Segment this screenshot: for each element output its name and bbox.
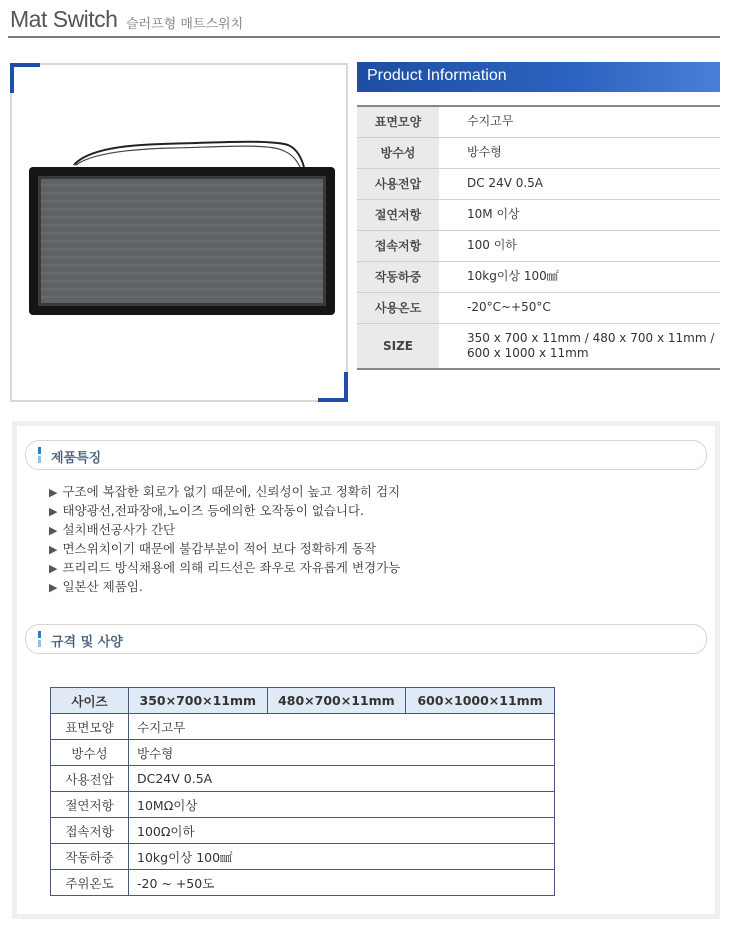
- product-info-row: [357, 199, 720, 230]
- spec-table: [50, 687, 555, 896]
- product-info-key: SIZE: [357, 323, 439, 369]
- page-header: [8, 0, 720, 38]
- feature-item: [49, 558, 400, 577]
- section-marker-icon: [38, 447, 41, 463]
- product-info-row: [357, 106, 720, 137]
- spec-row: [51, 818, 555, 844]
- product-info-row: [357, 292, 720, 323]
- spec-row: [51, 740, 555, 766]
- features-list: [49, 482, 400, 596]
- spec-row: [51, 844, 555, 870]
- spec-value: DC24V 0.5A: [129, 766, 555, 792]
- spec-value: 100Ω이하: [129, 818, 555, 844]
- details-panel: [12, 421, 720, 919]
- mat-switch-photo: [12, 65, 346, 400]
- bullet-arrow-icon: ▶: [49, 543, 58, 556]
- bullet-arrow-icon: ▶: [49, 581, 58, 594]
- spec-value: -20 ~ +50도: [129, 870, 555, 896]
- bullet-arrow-icon: ▶: [49, 486, 58, 499]
- product-info-row: [357, 323, 720, 369]
- product-info-value: 10M 이상: [439, 199, 720, 230]
- spec-row: [51, 766, 555, 792]
- feature-text: 구조에 복잡한 회로가 없기 때문에, 신뢰성이 높고 정확히 검지: [62, 484, 401, 499]
- spec-header-row: [51, 688, 555, 714]
- spec-key: 표면모양: [51, 714, 129, 740]
- product-info-value: 10kg이상 100㎟: [439, 261, 720, 292]
- spec-col-header: 600×1000×11mm: [406, 688, 555, 714]
- product-info-value: -20°C~+50°C: [439, 292, 720, 323]
- product-info-key: 방수성: [357, 137, 439, 168]
- product-info-key: 작동하중: [357, 261, 439, 292]
- spec-value: 수지고무: [129, 714, 555, 740]
- spec-col-header: 사이즈: [51, 688, 129, 714]
- product-info-key: 접속저항: [357, 230, 439, 261]
- spec-key: 방수성: [51, 740, 129, 766]
- product-info-key: 절연저항: [357, 199, 439, 230]
- product-info-value: 수지고무: [439, 106, 720, 137]
- spec-key: 작동하중: [51, 844, 129, 870]
- feature-item: [49, 520, 400, 539]
- product-info-key: 사용온도: [357, 292, 439, 323]
- spec-col-header: 480×700×11mm: [267, 688, 406, 714]
- spec-row: [51, 870, 555, 896]
- page-title: Mat Switch: [10, 6, 118, 32]
- product-info-table: [357, 105, 720, 370]
- bullet-arrow-icon: ▶: [49, 524, 58, 537]
- page-subtitle: 슬러프형 매트스위치: [126, 17, 244, 32]
- spec-value: 10MΩ이상: [129, 792, 555, 818]
- spec-col-header: 350×700×11mm: [129, 688, 268, 714]
- product-photo-frame: [10, 63, 348, 402]
- feature-item: [49, 501, 400, 520]
- section-marker-icon: [38, 631, 41, 647]
- product-info-value: 방수형: [439, 137, 720, 168]
- product-info-row: [357, 230, 720, 261]
- feature-text: 면스위치이기 때문에 불감부분이 적어 보다 정확하게 동작: [62, 541, 377, 556]
- product-info-value: 350 x 700 x 11mm / 480 x 700 x 11mm / 600 x 1000 x 11mm: [439, 323, 720, 369]
- features-section-bar: [25, 440, 707, 470]
- product-info-header: [357, 62, 720, 92]
- product-info-row: [357, 137, 720, 168]
- feature-text: 일본산 제품임.: [62, 579, 143, 594]
- feature-item: [49, 539, 400, 558]
- details-panel-inner: [17, 426, 715, 914]
- feature-item: [49, 482, 400, 501]
- bullet-arrow-icon: ▶: [49, 505, 58, 518]
- product-info-title: Product Information: [367, 67, 507, 84]
- spec-key: 주위온도: [51, 870, 129, 896]
- spec-row: [51, 714, 555, 740]
- feature-text: 태양광선,전파장애,노이즈 등에의한 오작동이 없습니다.: [62, 503, 365, 518]
- product-info-value: 100 이하: [439, 230, 720, 261]
- spec-value: 방수형: [129, 740, 555, 766]
- product-info-row: [357, 261, 720, 292]
- product-info-key: 사용전압: [357, 168, 439, 199]
- spec-key: 사용전압: [51, 766, 129, 792]
- spec-key: 절연저항: [51, 792, 129, 818]
- product-info-key: 표면모양: [357, 106, 439, 137]
- feature-text: 프리리드 방식채용에 의해 리드선은 좌우로 자유롭게 변경가능: [62, 560, 401, 575]
- spec-value: 10kg이상 100㎟: [129, 844, 555, 870]
- feature-item: [49, 577, 400, 596]
- spec-heading: 규격 및 사양: [51, 635, 123, 650]
- spec-section-bar: [25, 624, 707, 654]
- product-info-row: [357, 168, 720, 199]
- features-heading: 제품특징: [51, 451, 102, 466]
- feature-text: 설치배선공사가 간단: [62, 522, 176, 537]
- spec-key: 접속저항: [51, 818, 129, 844]
- bullet-arrow-icon: ▶: [49, 562, 58, 575]
- product-info-value: DC 24V 0.5A: [439, 168, 720, 199]
- spec-row: [51, 792, 555, 818]
